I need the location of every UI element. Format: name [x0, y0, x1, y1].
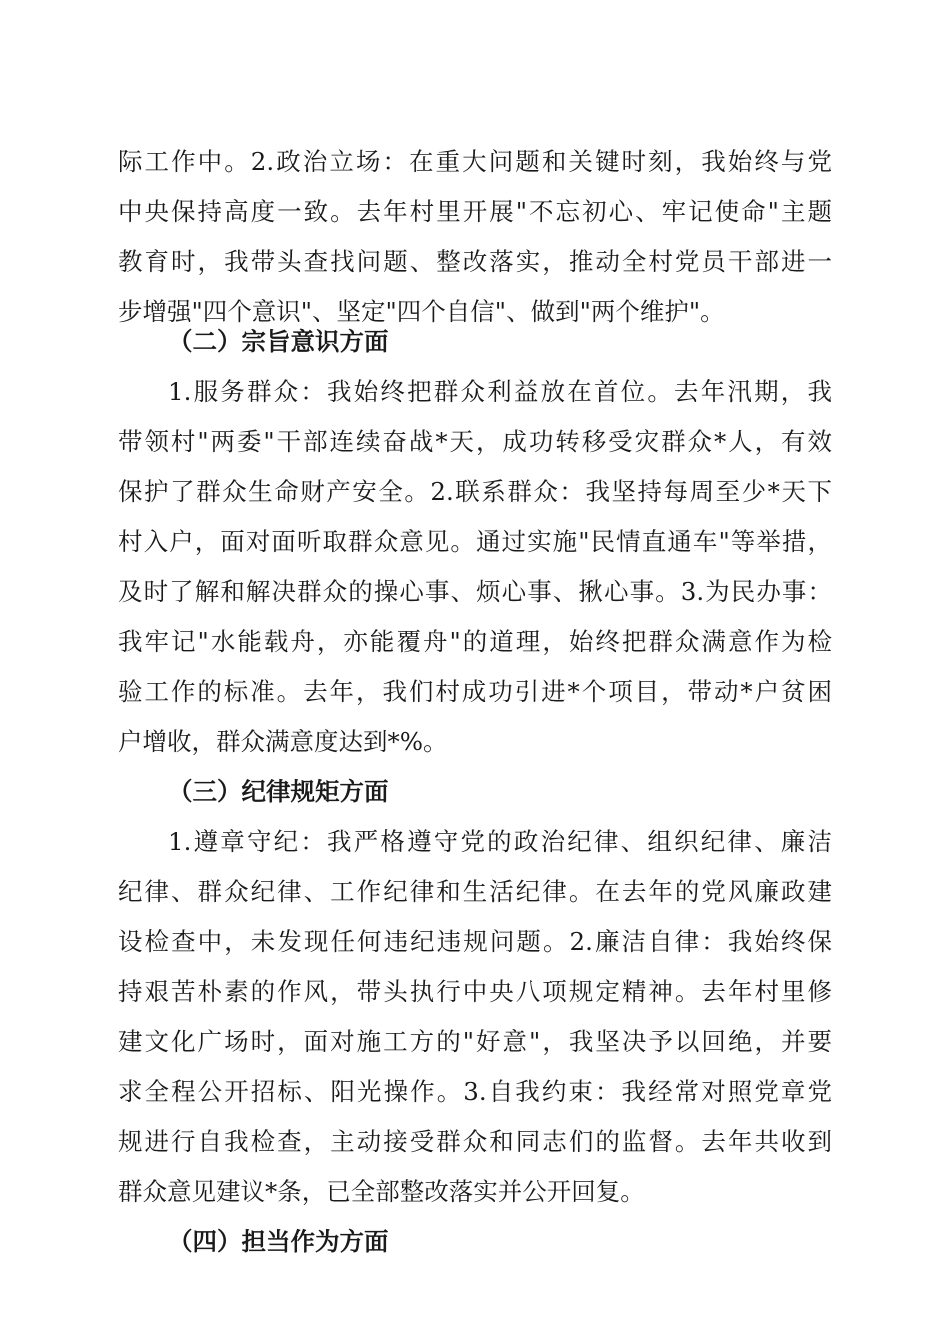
- text-line: 1.遵章守纪：我严格遵守党的政治纪律、组织纪律、廉洁: [168, 827, 832, 856]
- text-line: 户增收，群众满意度达到*%。: [118, 727, 448, 756]
- text-line: 纪律、群众纪律、工作纪律和生活纪律。在去年的党风廉政建: [118, 877, 832, 906]
- text-line: 验工作的标准。去年，我们村成功引进*个项目，带动*户贫困: [118, 677, 832, 706]
- text-line: 教育时，我带头查找问题、整改落实，推动全村党员干部进一: [118, 247, 832, 276]
- text-line: 群众意见建议*条，已全部整改落实并公开回复。: [118, 1177, 645, 1206]
- text-line: 持艰苦朴素的作风，带头执行中央八项规定精神。去年村里修: [118, 977, 832, 1006]
- section-heading-discipline: （三）纪律规矩方面: [168, 777, 389, 806]
- section-heading-responsibility: （四）担当作为方面: [168, 1227, 389, 1256]
- text-line: 及时了解和解决群众的操心事、烦心事、揪心事。3.为民办事：: [118, 577, 832, 606]
- text-line: 带领村"两委"干部连续奋战*天，成功转移受灾群众*人，有效: [118, 427, 832, 456]
- text-line: 1.服务群众：我始终把群众利益放在首位。去年汛期，我: [168, 377, 832, 406]
- text-line: 规进行自我检查，主动接受群众和同志们的监督。去年共收到: [118, 1127, 832, 1156]
- text-line: 村入户，面对面听取群众意见。通过实施"民情直通车"等举措，: [118, 527, 832, 556]
- text-line: 设检查中，未发现任何违纪违规问题。2.廉洁自律：我始终保: [118, 927, 832, 956]
- text-line: 步增强"四个意识"、坚定"四个自信"、做到"两个维护"。: [118, 297, 725, 326]
- text-line: 保护了群众生命财产安全。2.联系群众：我坚持每周至少*天下: [118, 477, 832, 506]
- text-line: 我牢记"水能载舟，亦能覆舟"的道理，始终把群众满意作为检: [118, 627, 832, 656]
- text-line: 际工作中。2.政治立场：在重大问题和关键时刻，我始终与党: [118, 147, 832, 176]
- text-line: 中央保持高度一致。去年村里开展"不忘初心、牢记使命"主题: [118, 197, 832, 226]
- text-line: 建文化广场时，面对施工方的"好意"，我坚决予以回绝，并要: [118, 1027, 832, 1056]
- section-heading-purpose: （二）宗旨意识方面: [168, 327, 389, 356]
- text-line: 求全程公开招标、阳光操作。3.自我约束：我经常对照党章党: [118, 1077, 832, 1106]
